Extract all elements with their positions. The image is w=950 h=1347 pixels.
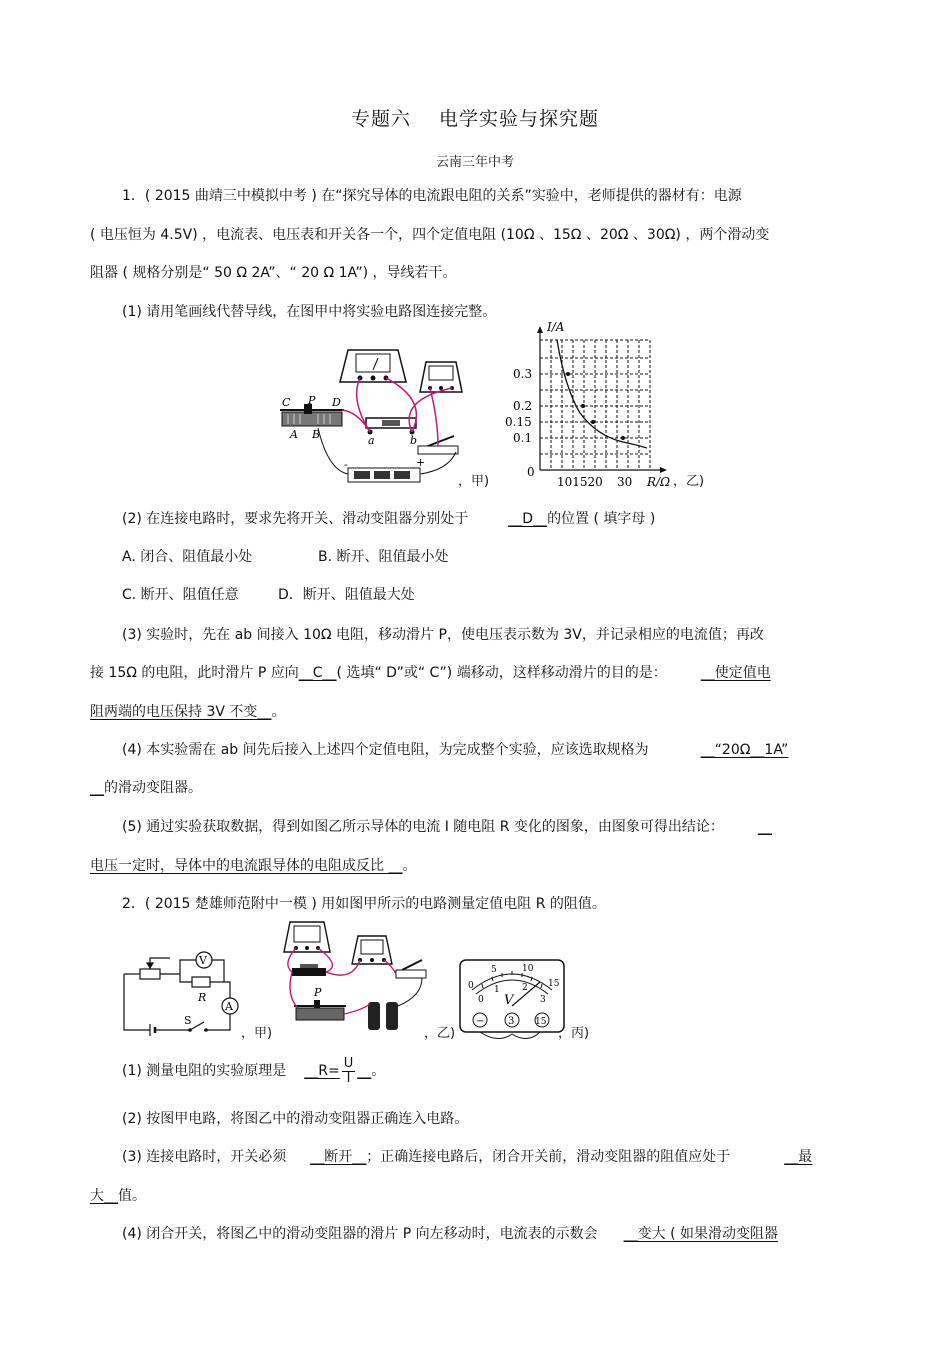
label-a-point: a	[368, 434, 375, 447]
q1-part3-line2: 接 15Ω 的电阻，此时滑片 P 应向__C__( 选填“ D”或“ C”) 端移动，这样移动滑片的目的是： __使定值电	[90, 665, 771, 681]
q1-figure-yi-graph	[505, 318, 685, 493]
q1-part4-line1: (4) 本实验需在 ab 间先后接入上述四个定值电阻，为完成整个实验，应该选取规格为 __“20Ω__1A”	[122, 742, 789, 758]
meter-bottom-scale: 0	[478, 995, 484, 1005]
ammeter-icon	[352, 936, 392, 964]
graph-xtick: 101520	[557, 475, 603, 489]
meter-bottom-scale: 3	[540, 995, 546, 1005]
label-r: R	[198, 991, 207, 1004]
meter-bottom-scale: 2	[522, 983, 528, 993]
battery-icon	[348, 468, 420, 482]
q2-part3-line1: (3) 连接电路时，开关必须 __断开__；正确连接电路后，闭合开关前，滑动变阻器的阻值应处于 __最	[122, 1149, 813, 1165]
q1-part4-line2: __的滑动变阻器。	[90, 780, 202, 796]
meter-terminal-3: 3	[508, 1016, 515, 1027]
q1-part1: (1) 请用笔画线代替导线，在图甲中将实验电路图连接完整。	[122, 304, 497, 320]
q1-figure-jia-caption: ，甲)	[458, 474, 490, 489]
meter-symbol: V	[504, 993, 514, 1008]
voltmeter-icon	[340, 350, 406, 382]
graph-ytick: 0.3	[513, 367, 533, 381]
switch-icon	[396, 960, 426, 978]
meter-lead-wires	[478, 1028, 558, 1048]
rheostat-icon	[294, 1000, 346, 1020]
formula-fraction: $\frac{U}{I}$	[343, 1055, 354, 1086]
q1-part5-answer: 电压一定时，导体中的电流跟导体的电阻成反比 __	[90, 858, 403, 874]
label-plus: +	[416, 456, 426, 469]
q2-part3-line2: 大__值。	[90, 1188, 146, 1204]
graph-origin-label: 0	[527, 465, 535, 479]
q1-part3-answer-direction: __C__	[298, 665, 337, 681]
q1-part3-answer-purpose: __使定值电	[700, 665, 771, 681]
q2-part4: (4) 闭合开关，将图乙中的滑动变阻器的滑片 P 向左移动时，电流表的示数会 __变大 ( 如果滑动变阻器	[122, 1226, 778, 1242]
q2-figure-jia-circuit	[120, 944, 245, 1036]
label-s: S	[184, 1014, 192, 1027]
q2-part1-answer: __R=	[304, 1063, 340, 1079]
title-part-topic: 专题六	[350, 108, 411, 130]
q2-figure-yi-apparatus	[272, 916, 432, 1044]
meter-terminal-15: 15	[535, 1017, 547, 1027]
q2-stem: 2．( 2015 楚雄师范附中一模 ) 用如图甲所示的电路测量定值电阻 R 的阻值。	[122, 896, 606, 912]
label-p: P	[308, 394, 316, 407]
q2-part3-answer-resistance: __最	[784, 1149, 813, 1165]
resistor-icon	[292, 964, 326, 976]
label-c: C	[282, 396, 291, 409]
graph-ytick: 0.2	[513, 399, 533, 413]
meter-bottom-scale: 1	[494, 985, 500, 995]
q2-part3-answer-switch: __断开__	[310, 1149, 367, 1165]
q1-part2: (2) 在连接电路时，要求先将开关、滑动变阻器分别处于 __D__的位置 ( 填字母 )	[122, 511, 656, 527]
q2-figure-yi-caption: ，乙)	[424, 1026, 456, 1041]
q1-part3-answer-purpose-cont: 阻两端的电压保持 3V 不变__	[90, 704, 272, 720]
q1-option-c: C. 断开、阻值任意	[122, 587, 239, 603]
q1-stem-line1: 1．( 2015 曲靖三中模拟中考 ) 在“探究导体的电流跟电阻的关系”实验中，老师提供的器材有：电源	[122, 188, 742, 204]
q1-figure-yi-caption: ，乙)	[673, 474, 705, 489]
q1-option-d: D．断开、阻值最大处	[278, 587, 415, 603]
q2-part4-answer: __变大 ( 如果滑动变阻器	[623, 1226, 778, 1242]
graph-ytick: 0.1	[513, 431, 533, 445]
q2-part2: (2) 按图甲电路，将图乙中的滑动变阻器正确连入电路。	[122, 1111, 469, 1127]
label-v: V	[199, 954, 207, 967]
title-part-name: 电学实验与探究题	[439, 108, 600, 130]
battery-icon	[368, 1002, 398, 1030]
q1-stem-line3: 阻器 ( 规格分别是“ 50 Ω 2A”、“ 20 Ω 1A”) ，导线若干。	[90, 265, 457, 281]
q1-part3-line3: 阻两端的电压保持 3V 不变__。	[90, 704, 286, 720]
voltmeter-icon	[284, 922, 330, 952]
graph-xtick: 30	[617, 475, 633, 489]
page-title	[0, 104, 950, 131]
q1-option-a: A. 闭合、阻值最小处	[122, 549, 253, 565]
meter-top-scale: 5	[491, 965, 497, 975]
graph-x-label: R/Ω	[647, 475, 671, 489]
meter-top-scale: 15	[548, 979, 560, 989]
label-d: D	[332, 396, 341, 409]
ammeter-icon	[420, 362, 462, 392]
label-minus: -	[344, 458, 348, 471]
meter-top-scale: 10	[522, 964, 534, 974]
q2-figure-jia-caption: ，甲)	[241, 1026, 273, 1041]
q1-stem-line2: ( 电压恒为 4.5V) ，电流表、电压表和开关各一个，四个定值电阻 (10Ω 、15Ω 、20Ω 、30Ω) ，两个滑动变	[90, 227, 770, 243]
graph-ytick: 0.15	[505, 415, 532, 429]
q2-figure-bing-meter	[458, 958, 566, 1036]
meter-terminal-negative: −	[476, 1016, 485, 1027]
label-b-point: b	[410, 434, 418, 447]
label-b-terminal: B	[312, 428, 321, 441]
page-subtitle: 云南三年中考	[435, 155, 514, 170]
q1-option-b: B. 断开、阻值最小处	[318, 549, 449, 565]
q1-part4-answer: __“20Ω__1A”	[700, 742, 789, 758]
q1-figure-jia	[278, 340, 468, 490]
meter-top-scale: 0	[468, 981, 474, 991]
label-p: P	[314, 986, 322, 999]
q1-part5-line1: (5) 通过实验获取数据，得到如图乙所示导体的电流 I 随电阻 R 变化的图象，由图象可得出结论： __	[122, 819, 772, 835]
label-a-terminal: A	[290, 428, 298, 441]
q1-part5-line2: 电压一定时，导体中的电流跟导体的电阻成反比 __。	[90, 858, 417, 874]
q2-part1: (1) 测量电阻的实验原理是 __R= $\frac{U}{I}$ __。	[122, 1055, 386, 1086]
q1-part3-line1: (3) 实验时，先在 ab 间接入 10Ω 电阻，移动滑片 P，使电压表示数为 3V，并记录相应的电流值；再改	[122, 627, 764, 643]
q1-part2-answer: __D__	[508, 511, 548, 527]
graph-y-label: I/A	[547, 320, 565, 334]
label-a: A	[225, 1000, 233, 1013]
q2-figure-bing-caption: ，丙)	[558, 1026, 590, 1041]
